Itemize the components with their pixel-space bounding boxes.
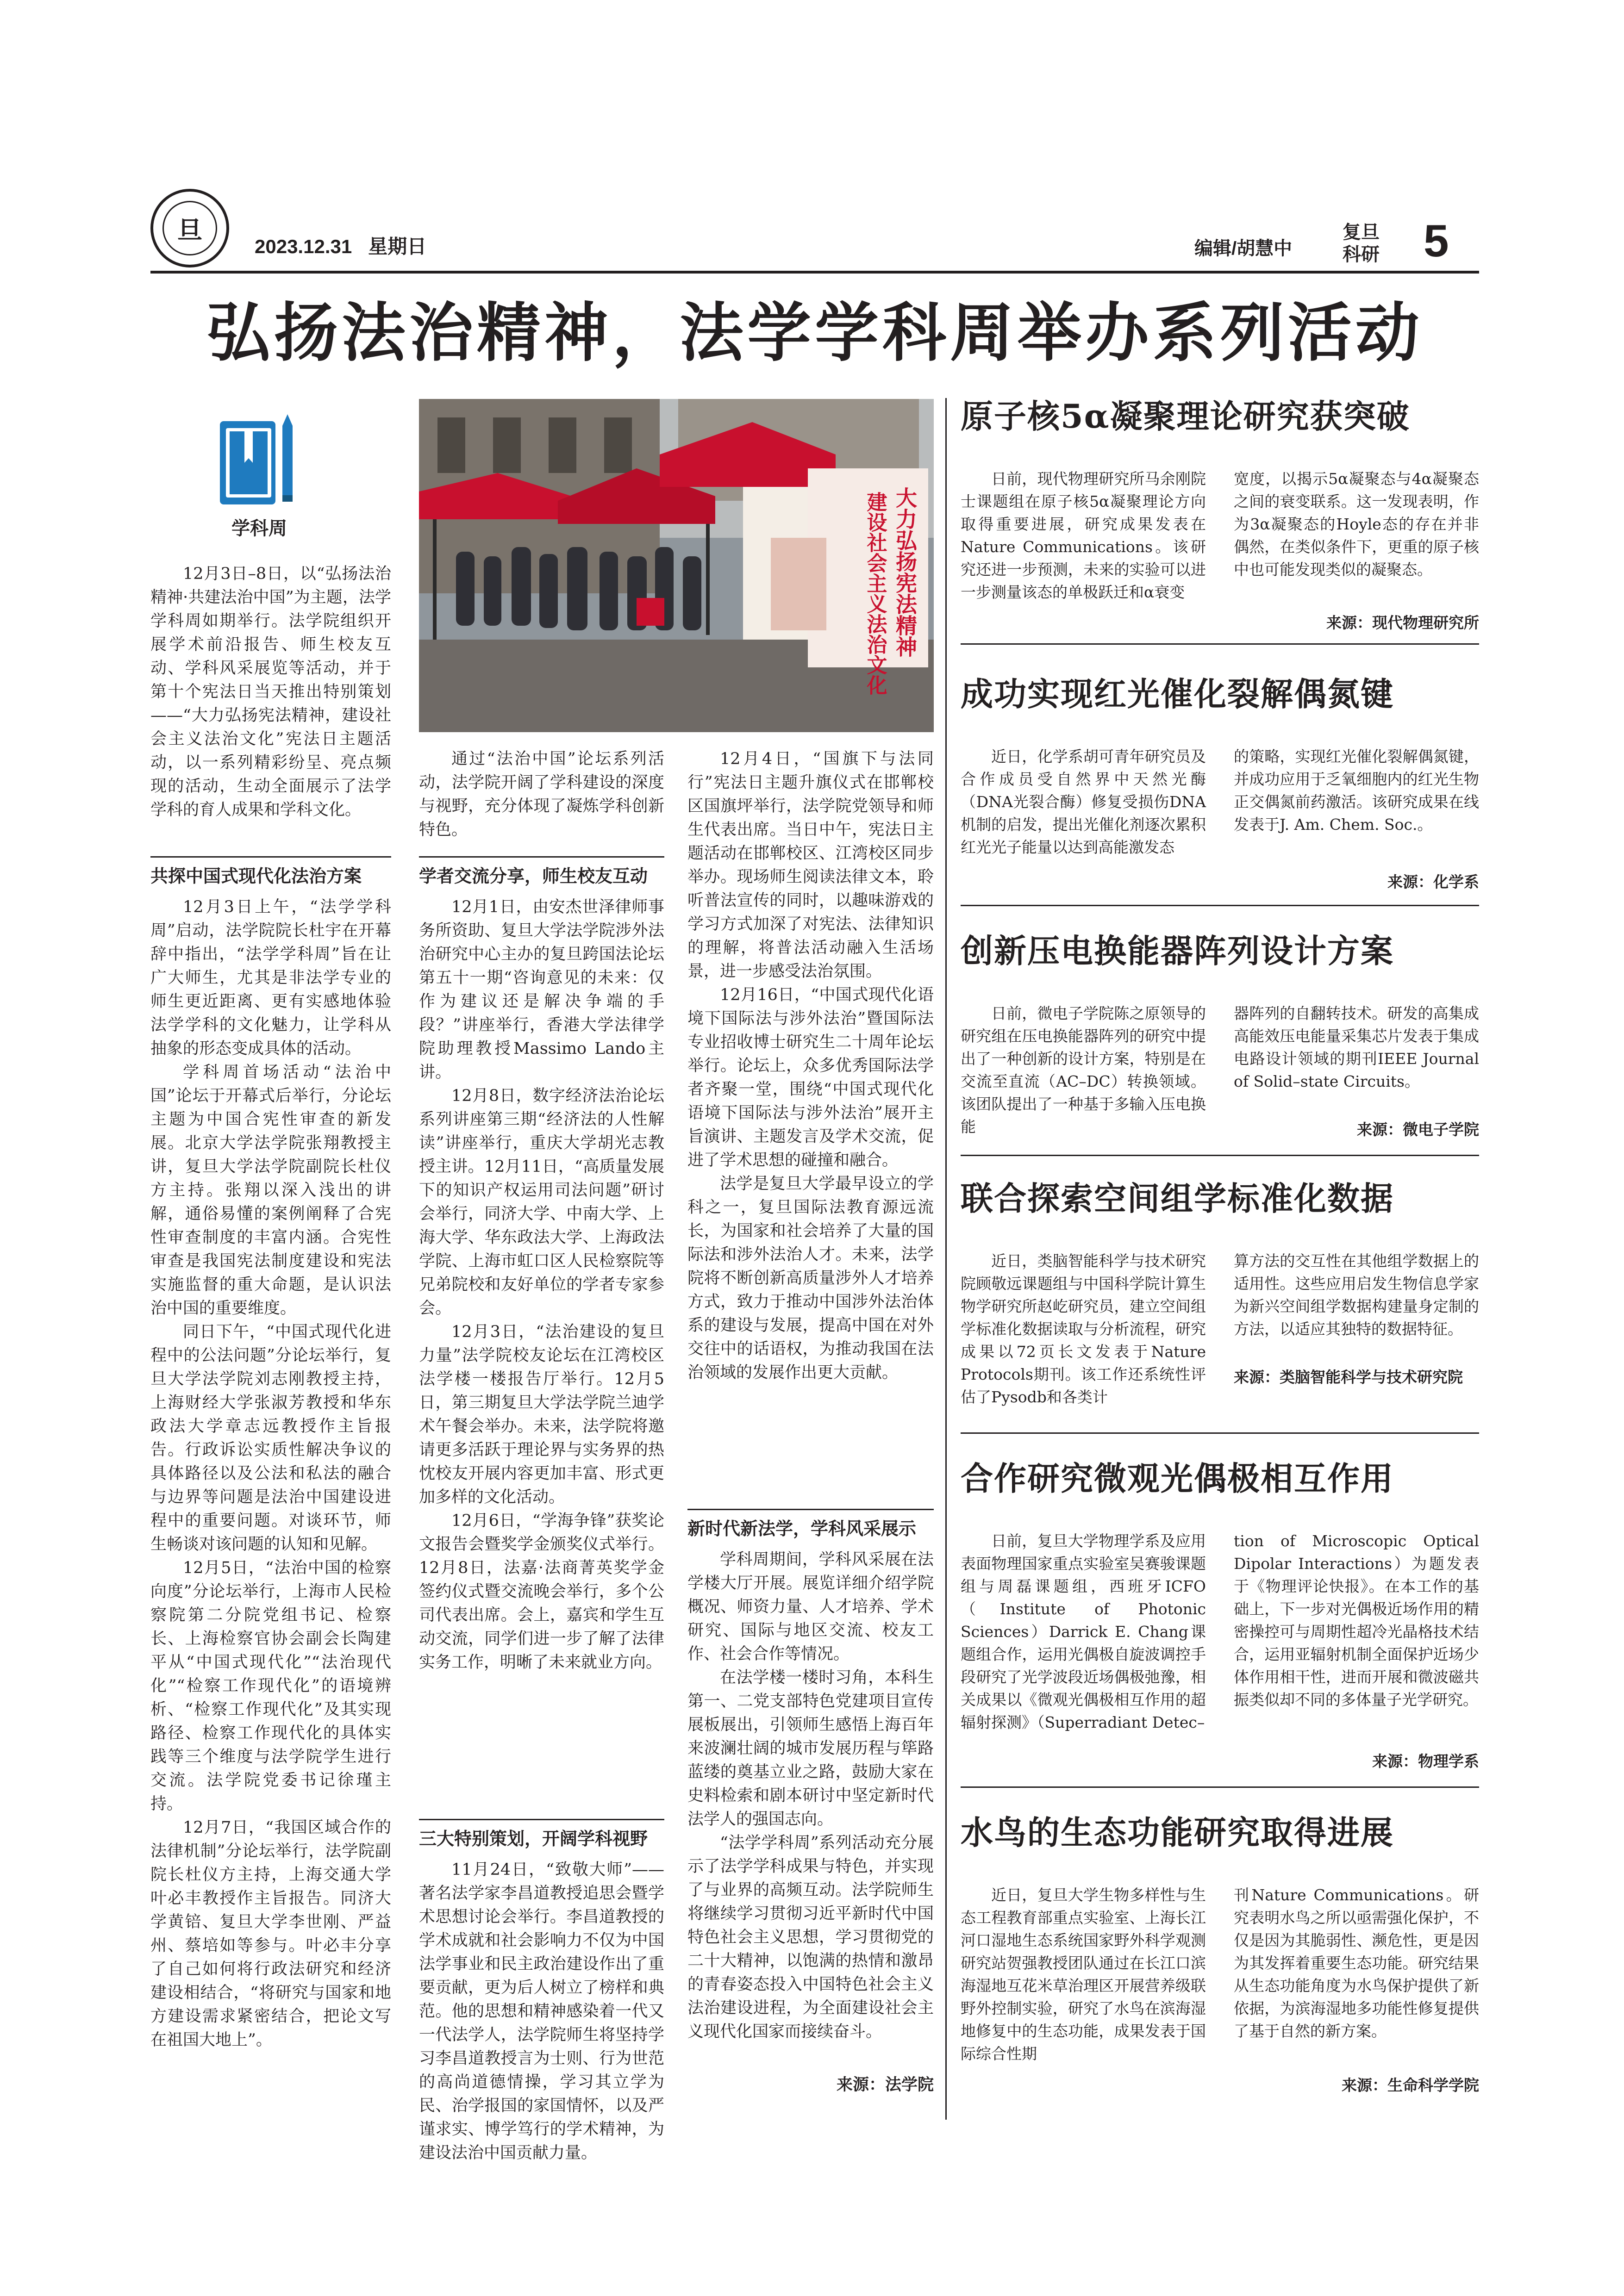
article-source: 来源：类脑智能科学与技术研究院	[1234, 1368, 1463, 1386]
weekday-text: 星期日	[368, 236, 427, 257]
date-text: 2023.12.31	[255, 236, 352, 257]
brand-line1: 复旦	[1343, 221, 1380, 243]
col2-heading1: 学者交流分享，师生校友互动	[419, 866, 648, 886]
article-body-right	[1234, 1530, 1479, 1711]
paragraph: 学科周期间，学科风采展在法学楼大厅开展。展览详细介绍学院概况、师资力量、人才培养、学术研究、国际与地区交流、校友工作、社会合作等情况。	[687, 1550, 934, 1663]
article-source: 来源：微电子学院	[1357, 1120, 1479, 1139]
paragraph: 学科周首场活动“法治中国”论坛于开幕式后举行，分论坛主题为中国合宪性审查的新发展。北京大学法学院张翔教授主讲，复旦大学法学院副院长杜仪方主持。张翔以深入浅出的讲解，通俗易懂的案例阐释了合宪性审查制度的丰富内涵。合宪性审查是我国宪法制度建设和宪法实施监督的重大命题，是认识法治中国的重要维度。	[150, 1063, 391, 1318]
article-body-left	[961, 1250, 1206, 1408]
paragraph: 法学是复旦大学最早设立的学科之一，复旦国际法教育源远流长，为国家和社会培养了大量的国际法和涉外法治人才。未来，法学院将不断创新高质量涉外人才培养方式，致力于推动中国涉外法治体系的建设与发展，提高中国在对外交往中的话语权，为推动我国在法治领域的发展作出更大贡献。	[687, 1175, 934, 1382]
paragraph: tion of Microscopic Optical Dipolar Interactions）为题发表于《物理评论快报》。在本工作的基础上，下一步对光偶极近场作用的精密操控可与周期性超冷光晶格技术结合，运用亚辐射机制全面保护近场少体作用相干性，进而开展和微波磁共振类似却不同的多体量子光学研究。	[1234, 1532, 1479, 1709]
article-divider	[961, 1786, 1479, 1788]
article-title: 水鸟的生态功能研究取得进展	[961, 1813, 1394, 1852]
col1-intro	[150, 562, 391, 822]
article-title: 合作研究微观光偶极相互作用	[961, 1459, 1394, 1498]
paragraph: 算方法的交互性在其他组学数据上的适用性。这些应用启发生物信息学家为新兴空间组学数据构建量身定制的方法，以适应其独特的数据特征。	[1234, 1252, 1479, 1338]
paragraph: 11月24日，“致敬大师”——著名法学家李昌道教授追思会暨学术思想讨论会举行。李昌道教授的学术成就和社会影响力不仅为中国法学事业和民主政治建设作出了重要贡献，更为后人树立了榜样和典范。他的思想和精神感染着一代又一代法学人，法学院师生将坚持学习李昌道教授言为士则、行为世范的高尚道德情操，学习其立学为民、治学报国的家国情怀，以及严谨求实、博学笃行的学术精神，为建设法治中国贡献力量。	[419, 1860, 664, 2162]
section-brand	[1343, 221, 1380, 266]
article-body-left	[961, 745, 1206, 859]
paragraph: 12月16日，“中国式现代化语境下国际法与涉外法治”暨国际法专业招收博士研究生二十周年论坛举行。论坛上，众多优秀国际法学者齐聚一堂，围绕“中国式现代化语境下国际法与涉外法治”展开主旨演讲、主题发言及学术交流，促进了学术思想的碰撞和融合。	[687, 986, 934, 1170]
col3-heading-rule	[687, 1509, 934, 1510]
article-divider	[961, 905, 1479, 906]
photo-banner-2: 建设社会主义法治文化	[863, 492, 887, 695]
seal-center-text: 旦	[162, 201, 217, 255]
col2-heading2: 三大特别策划，开阔学科视野	[419, 1829, 648, 1849]
paragraph: 日前，微电子学院陈之原领导的研究组在压电换能器阵列的研究中提出了一种创新的设计方案，特别是在交流至直流（AC–DC）转换领域。该团队提出了一种基于多输入压电换能	[961, 1004, 1206, 1136]
col3-heading: 新时代新法学，学科风采展示	[687, 1518, 917, 1539]
paragraph: 近日，类脑智能科学与技术研究院顾敬远课题组与中国科学院计算生物学研究所赵屹研究员，建立空间组学标准化数据读取与分析流程，研究成果以72页长文发表于Nature Protocols期刊。该工作还系统性评估了Pysodb和各类计	[961, 1252, 1206, 1406]
paragraph: 12月6日，“学海争锋”获奖论文报告会暨奖学金颁奖仪式举行。12月8日，法嘉·法商菁英奖学金签约仪式暨交流晚会举行，多个公司代表出席。会上，嘉宾和学生互动交流，同学们进一步了解了法律实务工作，明晰了未来就业方向。	[419, 1512, 664, 1672]
paragraph: 12月4日，“国旗下与法同行”宪法日主题升旗仪式在邯郸校区国旗坪举行，法学院党领导和师生代表出席。当日中午，宪法日主题活动在邯郸校区、江湾校区同步举办。现场师生阅读法律文本，聆听普法宣传的同时，以趣味游戏的学习方式加深了对宪法、法律知识的理解，将普法活动融入生活场景，进一步感受法治氛围。	[687, 750, 934, 981]
article-divider	[961, 643, 1479, 645]
paragraph: 12月8日，数字经济法治论坛系列讲座第三期“经济法的人性解读”讲座举行，重庆大学胡光志教授主讲。12月11日，“高质量发展下的知识产权运用司法问题”研讨会举行，同济大学、中南大学、上海大学、华东政法大学、上海政法学院、上海市虹口区人民检察院等兄弟院校和友好单位的学者专家参会。	[419, 1087, 664, 1318]
logo-label: 学科周	[231, 518, 287, 539]
col2-heading1-rule	[419, 856, 664, 858]
paragraph: 日前，复旦大学物理学系及应用表面物理国家重点实验室吴赛骏课题组与周磊课题组，西班牙ICFO（Institute of Photonic Sciences）Darrick E. Chang课题组合作，运用光偶极自旋波调控手段研究了光学波段近场偶极弛豫，相关成果以《微观光偶极相互作用的超辐射探测》（Superradiant Detec–	[961, 1532, 1206, 1731]
col1-heading: 共探中国式现代化法治方案	[150, 866, 362, 886]
col3-body2	[687, 1548, 934, 2044]
paragraph: 通过“法治中国”论坛系列活动，法学院开阔了学科建设的深度与视野，充分体现了凝炼学科创新特色。	[419, 750, 664, 839]
paragraph: “法学学科周”系列活动充分展示了法学学科成果与特色，并实现了与业界的高频互动。法学院师生将继续学习贯彻习近平新时代中国特色社会主义思想，学习贯彻党的二十大精神，以饱满的热情和激昂的青春姿态投入中国特色社会主义法治建设进程，为全面建设社会主义现代化国家而接续奋斗。	[687, 1834, 934, 2041]
article-source: 来源：物理学系	[1372, 1752, 1479, 1770]
article-title: 联合探索空间组学标准化数据	[961, 1179, 1394, 1218]
paragraph: 刊Nature Communications。研究表明水鸟之所以亟需强化保护，不仅是因为其脆弱性、濒危性，更是因为其发挥着重要生态功能。研究结果从生态功能角度为水鸟保护提供了新依据，为滨海湿地多功能性修复提供了基于自然的新方案。	[1234, 1886, 1479, 2040]
brand-line2: 科研	[1343, 243, 1380, 265]
article-body-right	[1234, 1250, 1479, 1340]
intro-paragraph: 12月3日–8日，以“弘扬法治精神·共建法治中国”为主题，法学学科周如期举行。法学院组织开展学术前沿报告、师生校友互动、学科风采展览等活动，并于第十个宪法日当天推出特别策划——“大力弘扬宪法精神，建设社会主义法治文化”宪法日主题活动，以一系列精彩纷呈、亮点频现的活动，生动全面展示了法学学科的育人成果和学科文化。	[150, 565, 391, 819]
paragraph: 12月1日，由安杰世泽律师事务所资助、复旦大学法学院涉外法治研究中心主办的复旦跨国法论坛第五十一期“咨询意见的未来：仅作为建议还是解决争端的手段？”讲座举行，香港大学法律学院助理教授Massimo Lando主讲。	[419, 898, 664, 1082]
photo-banner-1: 大力弘扬宪法精神	[893, 487, 918, 657]
article-body-right	[1234, 745, 1479, 836]
paragraph: 近日，化学系胡可青年研究员及合作成员受自然界中天然光酶（DNA光裂合酶）修复受损伤DNA机制的启发，提出光催化剂逐次累积红光光子能量以达到高能激发态	[961, 747, 1206, 856]
col2-body2	[419, 1858, 664, 2165]
page-number: 5	[1424, 215, 1449, 266]
main-source: 来源：法学院	[836, 2076, 934, 2094]
paragraph: 在法学楼一楼时习角，本科生第一、二党支部特色党建项目宣传展板展出，引领师生感悟上海百年来波澜壮阔的城市发展历程与筚路蓝缕的奠基立业之路，鼓励大家在史料检索和剧本研讨中坚定新时代法学人的强国志向。	[687, 1668, 934, 1829]
university-seal	[150, 189, 229, 268]
page-headline: 弘扬法治精神，法学学科周举办系列活动	[206, 296, 1423, 370]
col2-intro	[419, 747, 664, 842]
article-body-right	[1234, 1002, 1479, 1093]
article-source: 来源：化学系	[1387, 873, 1479, 891]
paragraph: 器阵列的自翻转技术。研发的高集成高能效压电能量采集芯片发表于集成电路设计领域的期刊IEEE Journal of Solid–state Circuits。	[1234, 1004, 1479, 1090]
article-body-left	[961, 1530, 1206, 1734]
article-body-right	[1234, 1884, 1479, 2042]
paragraph: 同日下午，“中国式现代化进程中的公法问题”分论坛举行，复旦大学法学院刘志刚教授主持，上海财经大学张淑芳教授和华东政法大学章志远教授作主旨报告。行政诉讼实质性解决争议的具体路径以及公法和私法的融合与边界等问题是法治中国建设进程中的重要问题。对谈环节，师生畅谈对该问题的认知和见解。	[150, 1323, 391, 1554]
paragraph: 宽度，以揭示5α凝聚态与4α凝聚态之间的衰变联系。这一发现表明，作为3α凝聚态的Hoyle态的存在并非偶然，在类似条件下，更重的原子核中也可能发现类似的凝聚态。	[1234, 470, 1479, 579]
paragraph: 的策略，实现红光催化裂解偶氮键，并成功应用于乏氧细胞内的红光生物正交偶氮前药激活。该研究成果在线发表于J. Am. Chem. Soc.。	[1234, 747, 1479, 834]
header-rule	[150, 271, 1479, 274]
article-title: 创新压电换能器阵列设计方案	[961, 932, 1394, 970]
article-divider	[961, 1432, 1479, 1434]
book-pen-icon	[218, 412, 296, 509]
article-body-right	[1234, 467, 1479, 581]
col1-body	[150, 896, 391, 2052]
paragraph: 12月3日上午，“法学学科周”启动，法学院院长杜宇在开幕辞中指出，“法学学科周”旨在让广大师生，尤其是非法学专业的师生更近距离、更有实感地体验法学学科的文化魅力，让学科从抽象的形态变成具体的活动。	[150, 898, 391, 1058]
editor-credit: 编辑/胡慧中	[1194, 238, 1293, 259]
paragraph: 12月3日，“法治建设的复旦力量”法学院校友论坛在江湾校区法学楼一楼报告厅举行。12月5日，第三期复旦大学法学院兰迪学术午餐会举办。未来，法学院将邀请更多活跃于理论界与实务界的热忱校友开展内容更加丰富、形式更加多样的文化活动。	[419, 1323, 664, 1506]
issue-date	[255, 231, 426, 259]
article-body-left	[961, 1002, 1206, 1138]
paragraph: 日前，现代物理研究所马余刚院士课题组在原子核5α凝聚理论方向取得重要进展，研究成果发表在Nature Communications。该研究还进一步预测，未来的实验可以进一步测量该态的单极跃迁和α衰变	[961, 470, 1206, 601]
article-source: 来源：现代物理研究所	[1326, 614, 1479, 632]
main-right-divider	[945, 398, 947, 2120]
article-source: 来源：生命科学学院	[1342, 2076, 1479, 2094]
article-body-left	[961, 1884, 1206, 2065]
article-title: 成功实现红光催化裂解偶氮键	[961, 675, 1394, 713]
col2-body1	[419, 896, 664, 1674]
col2-heading2-rule	[419, 1819, 664, 1820]
article-title: 原子核5α凝聚理论研究获突破	[961, 397, 1410, 436]
paragraph: 近日，复旦大学生物多样性与生态工程教育部重点实验室、上海长江河口湿地生态系统国家野外科学观测研究站贺强教授团队通过在长江口滨海湿地互花米草治理区开展营养级联野外控制实验，研究了水鸟在滨海湿地修复中的生态功能，成果发表于国际综合性期	[961, 1886, 1206, 2063]
event-photo	[419, 399, 934, 732]
col1-heading-rule	[150, 856, 391, 858]
article-body-left	[961, 467, 1206, 604]
article-divider	[961, 1155, 1479, 1156]
col3-body1	[687, 747, 934, 1385]
paragraph: 12月5日，“法治中国的检察向度”分论坛举行，上海市人民检察院第二分院党组书记、检察长、上海检察官协会副会长陶建平从“中国式现代化”“法治现代化”“检察工作现代化”的语境辨析、“检察工作现代化”及其实现路径、检察工作现代化的具体实践等三个维度与法学院学生进行交流。法学院党委书记徐瑾主持。	[150, 1559, 391, 1813]
paragraph: 12月7日，“我国区域合作的法律机制”分论坛举行，法学院副院长杜仪方主持，上海交通大学叶必丰教授作主旨报告。同济大学黄锫、复旦大学李世刚、严益州、蔡培如等参与。叶必丰分享了自己如何将行政法研究和经济建设相结合，“将研究与国家和地方建设需求紧密结合，把论文写在祖国大地上”。	[150, 1818, 391, 2049]
